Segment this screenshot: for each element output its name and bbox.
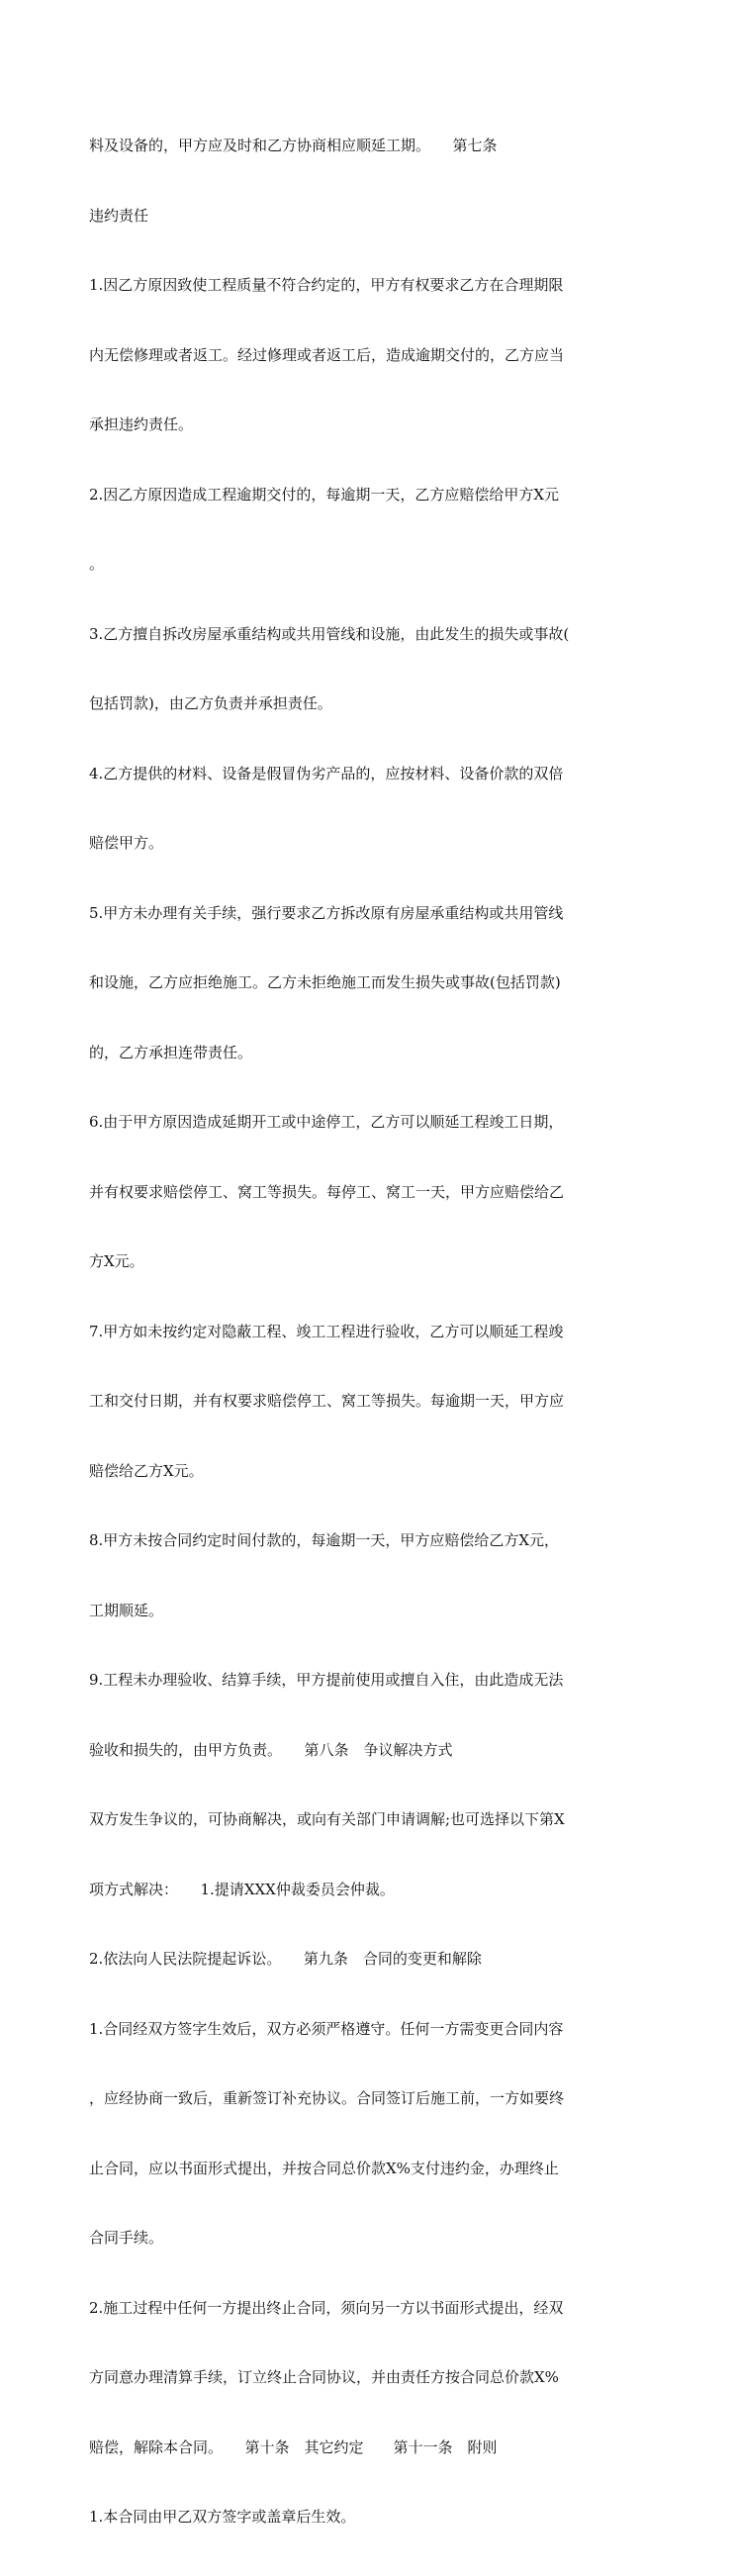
contract-body-text (89, 88, 658, 2576)
text-line: 3.乙方擅自拆改房屋承重结构或共用管线和设施，由此发生的损失或事故( (89, 624, 570, 643)
text-line: 项方式解决： 1.提请XXX仲裁委员会仲裁。 (89, 1880, 395, 1898)
text-line: 双方发生争议的，可协商解决，或向有关部门申请调解;也可选择以下第X (89, 1810, 565, 1828)
text-line: 。 (89, 555, 105, 573)
text-line: 赔偿，解除本合同。 第十条 其它约定 第十一条 附则 (89, 2438, 498, 2456)
text-line: 5.甲方未办理有关手续，强行要求乙方拆改原有房屋承重结构或共用管线 (89, 903, 564, 922)
text-line: 6.由于甲方原因造成延期开工或中途停工，乙方可以顺延工程竣工日期， (89, 1113, 564, 1131)
text-line: 止合同，应以书面形式提出，并按合同总价款X%支付违约金，办理终止 (89, 2159, 559, 2177)
text-line: 9.工程未办理验收、结算手续，甲方提前使用或擅自入住，由此造成无法 (89, 1671, 564, 1689)
text-line: 工期顺延。 (89, 1601, 164, 1619)
text-line: 并有权要求赔偿停工、窝工等损失。每停工、窝工一天，甲方应赔偿给乙 (89, 1182, 565, 1201)
text-line: 和设施，乙方应拒绝施工。乙方未拒绝施工而发生损失或事故(包括罚款) (89, 973, 561, 991)
text-line: 料及设备的，甲方应及时和乙方协商相应顺延工期。 第七条 (89, 137, 498, 154)
text-line: 包括罚款)，由乙方负责并承担责任。 (89, 694, 332, 712)
text-line: 8.甲方未按合同约定时间付款的，每逾期一天，甲方应赔偿给乙方X元， (89, 1531, 559, 1549)
text-line: 内无偿修理或者返工。经过修理或者返工后，造成逾期交付的，乙方应当 (89, 345, 565, 364)
text-line: 4.乙方提供的材料、设备是假冒伪劣产品的，应按材料、设备价款的双倍 (89, 764, 564, 782)
text-line: 赔偿给乙方X元。 (89, 1461, 204, 1480)
text-line: 1.本合同由甲乙双方签字或盖章后生效。 (89, 2508, 356, 2526)
text-line: 承担违约责任。 (89, 415, 194, 433)
text-line: 合同手续。 (89, 2229, 164, 2247)
text-line: 工和交付日期，并有权要求赔偿停工、窝工等损失。每逾期一天，甲方应 (89, 1392, 565, 1410)
text-line: 验收和损失的，由甲方负责。 第八条 争议解决方式 (89, 1740, 453, 1759)
text-line: 2.因乙方原因造成工程逾期交付的，每逾期一天，乙方应赔偿给甲方X元 (89, 485, 559, 504)
text-line: 方同意办理清算手续，订立终止合同协议，并由责任方按合同总价款X% (89, 2368, 559, 2386)
text-line: 2.施工过程中任何一方提出终止合同，须向另一方以书面形式提出，经双 (89, 2298, 564, 2317)
text-line: 方X元。 (89, 1252, 144, 1270)
text-line: 2.依法向人民法院提起诉讼。 第九条 合同的变更和解除 (89, 1950, 482, 1968)
text-line: 赔偿甲方。 (89, 834, 164, 852)
text-line: 7.甲方如未按约定对隐蔽工程、竣工工程进行验收，乙方可以顺延工程竣 (89, 1322, 564, 1340)
text-line: 1.因乙方原因致使工程质量不符合约定的，甲方有权要求乙方在合理期限 (89, 276, 564, 294)
text-line: 的，乙方承担连带责任。 (89, 1043, 253, 1061)
text-line: ，应经协商一致后，重新签订补充协议。合同签订后施工前，一方如要终 (89, 2089, 565, 2107)
text-line: 1.合同经双方签字生效后，双方必须严格遵守。任何一方需变更合同内容 (89, 2019, 564, 2038)
text-line: 违约责任 (89, 206, 149, 225)
